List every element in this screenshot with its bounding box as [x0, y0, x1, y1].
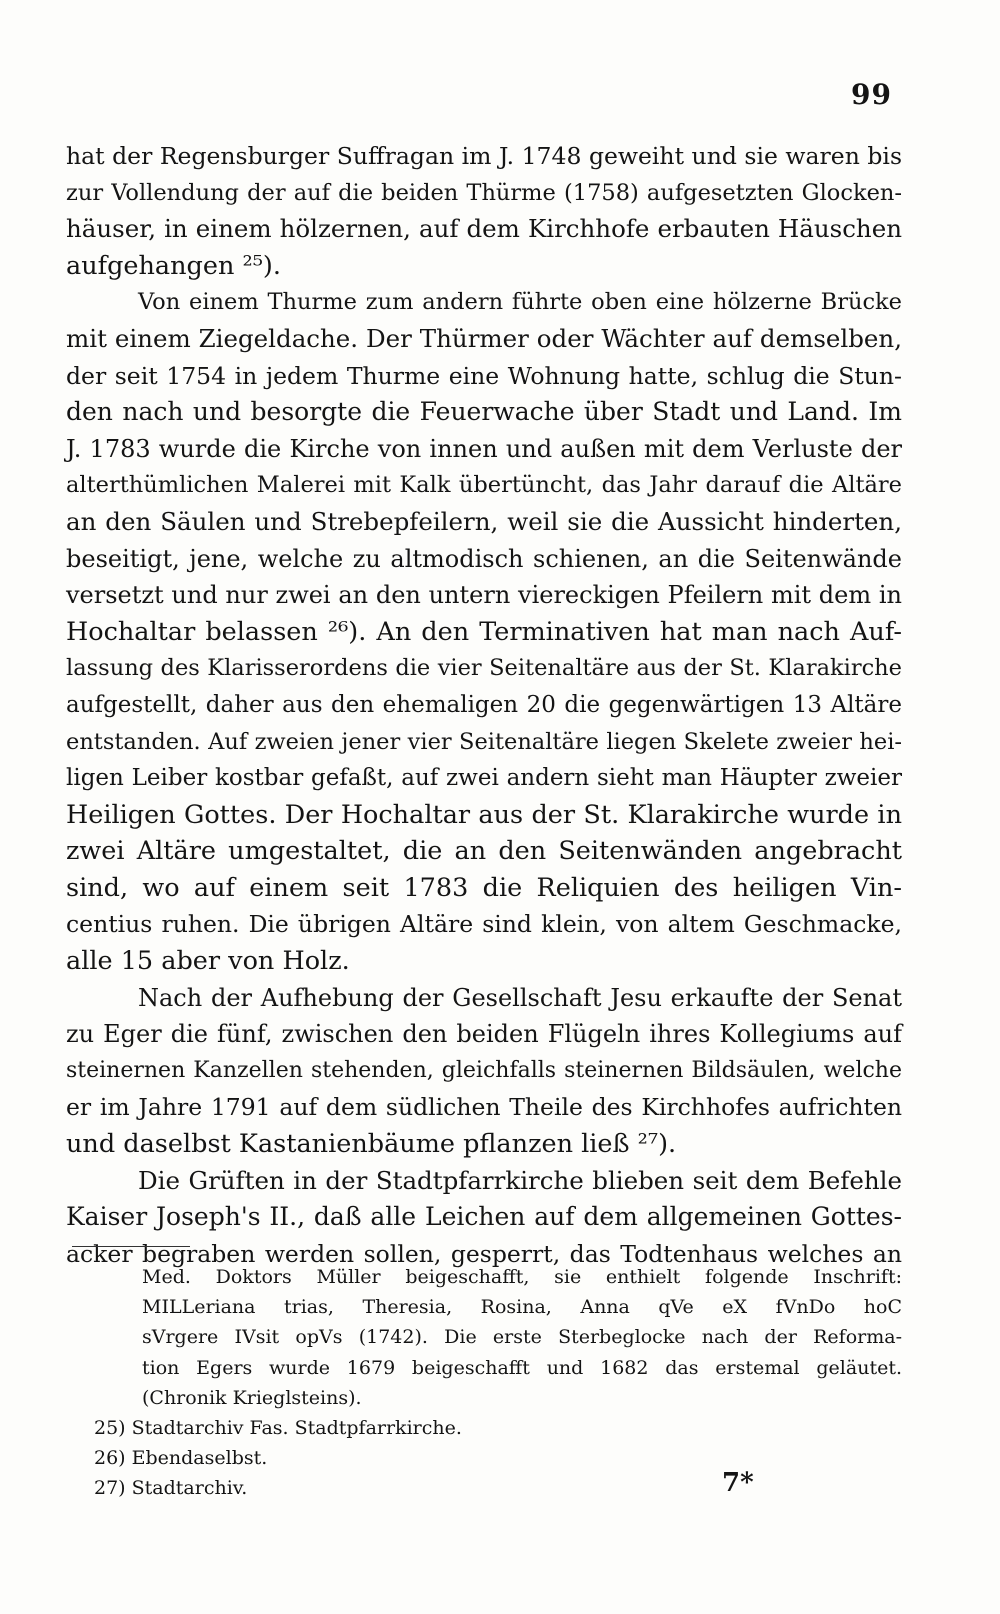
text-line: und daselbst Kastanienbäume pflanzen ließ ²⁷). [66, 1129, 677, 1160]
text-line: J. 1783 wurde die Kirche von innen und außen mit dem Verluste der [66, 434, 902, 463]
text-line: Von einem Thurme zum andern führte oben eine hölzerne Brücke [138, 289, 902, 316]
text-line: steinernen Kanzellen stehenden, gleichfalls steinernen Bildsäulen, welche [66, 1057, 902, 1083]
text-line: alle 15 aber von Holz. [66, 946, 350, 977]
text-line: lassung des Klarisserordens die vier Seitenaltäre aus der St. Klarakirche [66, 655, 902, 682]
footnote-25: 25) Stadtarchiv Fas. Stadtpfarrkirche. [94, 1416, 462, 1439]
footnote-26: 26) Ebendaselbst. [94, 1447, 268, 1470]
footnote-line: sVrgere IVsit opVs (1742). Die erste Sterbeglocke nach der Reforma- [142, 1326, 902, 1349]
text-line: mit einem Ziegeldache. Der Thürmer oder Wächter auf demselben, [66, 323, 902, 353]
text-line: acker begraben werden sollen, gesperrt, das Todtenhaus welches an [66, 1239, 902, 1268]
footnote-line: Med. Doktors Müller beigeschafft, sie enthielt folgende Inschrift: [142, 1266, 902, 1288]
text-line: Hochaltar belassen ²⁶). An den Terminativen hat man nach Auf- [66, 616, 902, 647]
text-line: an den Säulen und Strebepfeilern, weil sie die Aussicht hinderten, [66, 506, 902, 536]
text-line: er im Jahre 1791 auf dem südlichen Theile des Kirchhofes aufrichten [66, 1093, 902, 1122]
text-line: Die Grüften in der Stadtpfarrkirche blieben seit dem Befehle [138, 1165, 902, 1195]
text-line: der seit 1754 in jedem Thurme eine Wohnung hatte, schlug die Stun- [66, 361, 902, 390]
text-line: häuser, in einem hölzernen, auf dem Kirchhofe erbauten Häuschen [66, 214, 902, 244]
footnote-divider [72, 1246, 190, 1247]
text-line: hat der Regensburger Suffragan im J. 1748 geweiht und sie waren bis [66, 142, 902, 170]
footnote-line: tion Egers wurde 1679 beigeschafft und 1682 das erstemal geläutet. [142, 1356, 902, 1379]
text-line: Nach der Aufhebung der Gesellschaft Jesu erkaufte der Senat [138, 983, 902, 1012]
text-line: zu Eger die fünf, zwischen den beiden Flügeln ihres Kollegiums auf [66, 1020, 902, 1049]
body-text [66, 138, 902, 1272]
text-line: alterthümlichen Malerei mit Kalk übertüncht, das Jahr darauf die Altäre [66, 472, 902, 499]
text-line: entstanden. Auf zweien jener vier Seitenaltäre liegen Skelete zweier hei- [66, 728, 902, 755]
text-line: Heiligen Gottes. Der Hochaltar aus der St. Klarakirche wurde in [66, 799, 902, 830]
text-line: ligen Leiber kostbar gefaßt, auf zwei andern sieht man Häupter zweier [66, 765, 902, 792]
footnote-27: 27) Stadtarchiv. [94, 1477, 248, 1500]
text-line: versetzt und nur zwei an den untern viereckigen Pfeilern mit dem in [66, 581, 902, 610]
text-line: beseitigt, jene, welche zu altmodisch schienen, an die Seitenwände [66, 544, 902, 573]
text-line: centius ruhen. Die übrigen Altäre sind klein, von altem Geschmacke, [66, 910, 902, 939]
text-line: Kaiser Joseph's II., daß alle Leichen auf dem allgemeinen Gottes- [66, 1202, 902, 1232]
text-line: aufgehangen ²⁵). [66, 250, 281, 281]
text-line: sind, wo auf einem seit 1783 die Reliquien des heiligen Vin- [66, 872, 902, 903]
page-number: 99 [851, 78, 892, 111]
text-line: zwei Altäre umgestaltet, die an den Seitenwänden angebracht [66, 836, 902, 867]
signature-mark: 7* [722, 1468, 754, 1498]
footnote-line: (Chronik Krieglsteins). [142, 1386, 362, 1409]
text-line: zur Vollendung der auf die beiden Thürme (1758) aufgesetzten Glocken- [66, 179, 902, 206]
footnotes [94, 1262, 902, 1504]
text-line: aufgestellt, daher aus den ehemaligen 20 die gegenwärtigen 13 Altäre [66, 691, 902, 718]
text-line: den nach und besorgte die Feuerwache über Stadt und Land. Im [66, 397, 902, 427]
footnote-line: MILLeriana trias, Theresia, Rosina, Anna qVe eX fVnDo hoC [142, 1296, 902, 1319]
